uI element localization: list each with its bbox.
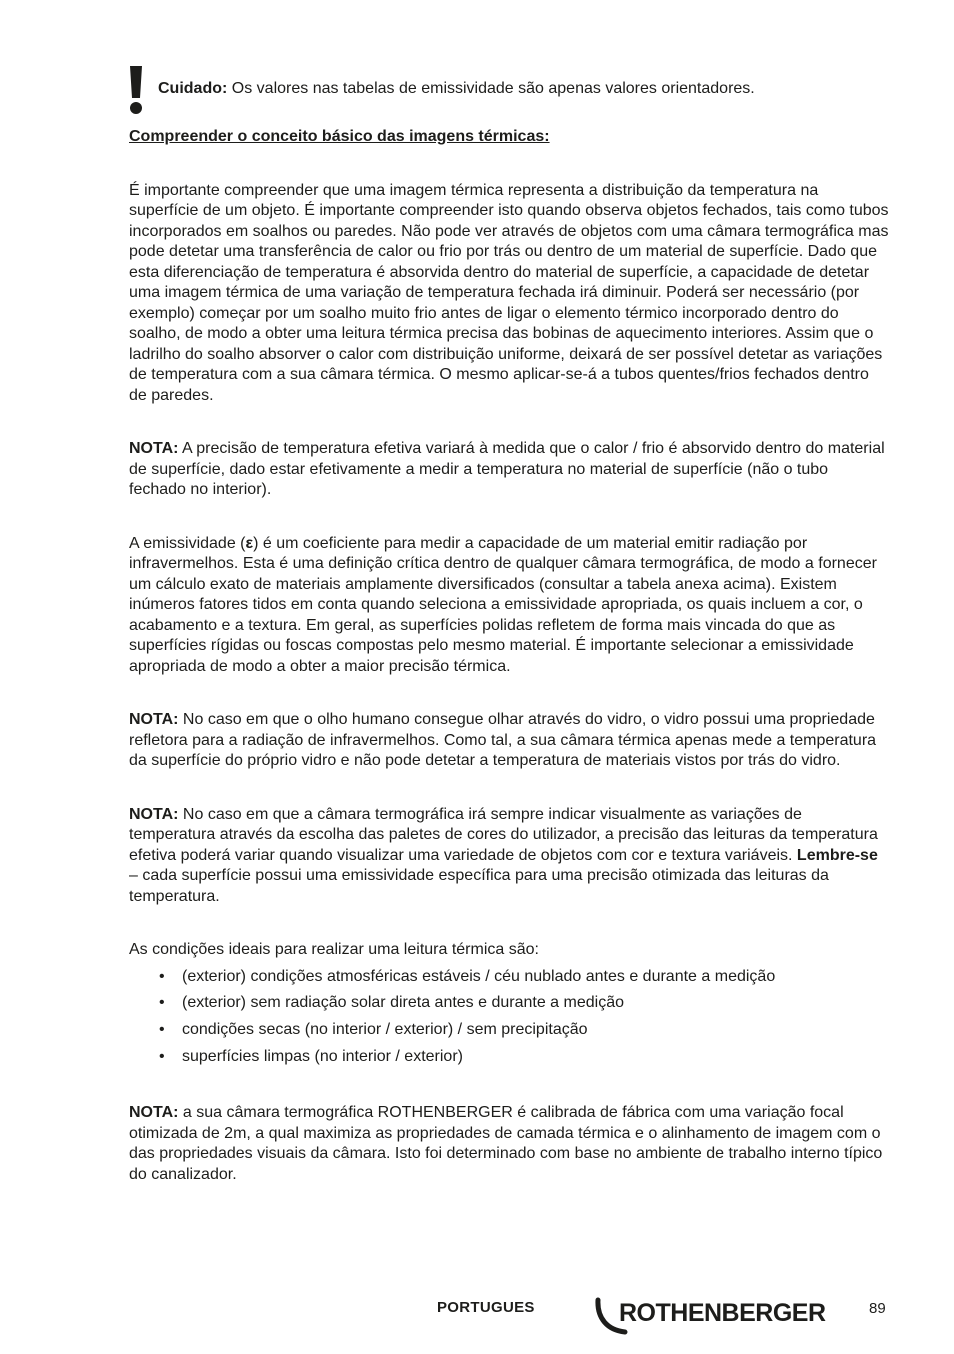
note-label: NOTA: (129, 440, 179, 457)
note-text: A precisão de temperatura efetiva variará à medida que o calor / frio é absorvido dentro do material de superfície, dado estar efetivamente a medir a temperatura no material de superfície (não o tubo fechado no interior). (129, 440, 885, 498)
caution-label: Cuidado: (158, 80, 228, 97)
bullet-icon: • (159, 994, 165, 1012)
section-heading: Compreender o conceito básico das imagens térmicas: (129, 128, 550, 145)
list-item (129, 990, 889, 1017)
list-item-text: (exterior) condições atmosféricas estáveis / céu nublado antes e durante a medição (182, 967, 776, 985)
note-label: NOTA: (129, 805, 179, 823)
note-label: NOTA: (129, 1104, 179, 1122)
bullet-icon: • (159, 967, 165, 985)
emissivity-text-rest: ) é um coeficiente para medir a capacidade de um material emitir radiação por infravermelhos. Esta é uma definição crítica dentro de qualquer câmara termográfica, de modo a fornecer um cálculo exato de materiais amplamente diversificados (consultar a tabela anexa acima). Existem inúmeros fatores tidos em conta quando seleciona a emissividade apropriada, os quais incluem a cor, o acabamento e a textura. Em geral, as superfícies polidas refletem de forma mais vincada do que as superfícies rígidas ou foscas compostas pelo mesmo material. É importante selecionar a emissividade apropriada de modo a obter a maior precisão térmica. (129, 534, 877, 675)
conditions-intro: As condições ideais para realizar uma leitura térmica são: (129, 941, 539, 958)
bullet-icon: • (159, 1020, 165, 1038)
exclamation-icon (128, 66, 144, 114)
conditions-list (129, 964, 889, 1071)
rothenberger-logo (595, 1296, 840, 1336)
bullet-icon: • (159, 1047, 165, 1065)
caution-text: Os valores nas tabelas de emissividade são apenas valores orientadores. (227, 80, 755, 97)
note-paragraph-1 (129, 439, 889, 501)
note-text: – cada superfície possui uma emissividade específica para uma precisão otimizada das leituras da temperatura. (129, 867, 829, 905)
note-text: a sua câmara termográfica ROTHENBERGER é calibrada de fábrica com uma variação focal otimizada de 2m, a qual maximiza as propriedades de camada térmica e o alinhamento de imagem com o das propriedades visuais da câmara. Isto foi determinado com base no ambiente de trabalho interno típico do canalizador. (129, 1104, 883, 1183)
remember-label: Lembre-se (796, 846, 878, 864)
paragraph-emissivity (129, 534, 889, 678)
list-item-text: (exterior) sem radiação solar direta antes e durante a medição (182, 994, 624, 1012)
brand-name: ROTHENBERGER (619, 1299, 826, 1327)
paragraph-thermal-image: É importante compreender que uma imagem térmica representa a distribuição da temperatura na superfície de um objeto. É importante compreender isto quando observa objetos fechados, tais como tubos incorporados em soalhos ou paredes. Não pode ver através de objetos com uma câmara termográfica mas pode detetar uma transferência de calor ou frio por trás ou dentro de um material de superfície. Dado que esta diferenciação de temperatura é absorvida dentro do material de superfície, a capacidade de detetar uma imagem térmica de uma variação de temperatura fechada irá diminuir. Poderá ser necessário (por exemplo) começar por um soalho muito frio antes de ligar o elemento térmico incorporado dentro do soalho, de modo a obter uma leitura térmica precisa das bobinas de aquecimento interiores. Assim que o ladrilho do soalho absorver o calor com distribuição uniforme, deixará de ser possível detetar as variações de temperatura com a sua câmara térmica. O mesmo aplicar-se-á a tubos quentes/frios fechados dentro de paredes. (129, 181, 889, 404)
list-item-text: condições secas (no interior / exterior) / sem precipitação (182, 1020, 588, 1038)
note-text: No caso em que o olho humano consegue olhar através do vidro, o vidro possui uma propriedade refletora para a radiação de infravermelhos. Como tal, a sua câmara térmica apenas mede a temperatura da superfície do próprio vidro e não pode detetar a temperatura de materiais vistos por trás do vidro. (129, 711, 877, 769)
list-item (129, 964, 889, 991)
list-item (129, 1017, 889, 1044)
page-number: 89 (869, 1300, 886, 1317)
emissivity-text-start: A emissividade ( (129, 534, 246, 552)
note-label: NOTA: (129, 711, 179, 728)
note-text: No caso em que a câmara termográfica irá sempre indicar visualmente as variações de temperatura através da escolha das paletes de cores do utilizador, a precisão das leituras da temperatura efetiva poderá variar quando visualizar uma variedade de objetos com cor e textura variáveis. (129, 805, 878, 864)
footer-language: PORTUGUES (437, 1299, 535, 1316)
note-paragraph-3 (129, 805, 889, 908)
list-item-text: superfícies limpas (no interior / exterior) (182, 1047, 463, 1065)
list-item (129, 1044, 889, 1071)
caution-note (158, 79, 755, 99)
note-paragraph-2 (129, 710, 889, 772)
epsilon-symbol: ε (245, 534, 254, 552)
note-paragraph-4 (129, 1103, 889, 1185)
main-content (129, 127, 889, 1185)
